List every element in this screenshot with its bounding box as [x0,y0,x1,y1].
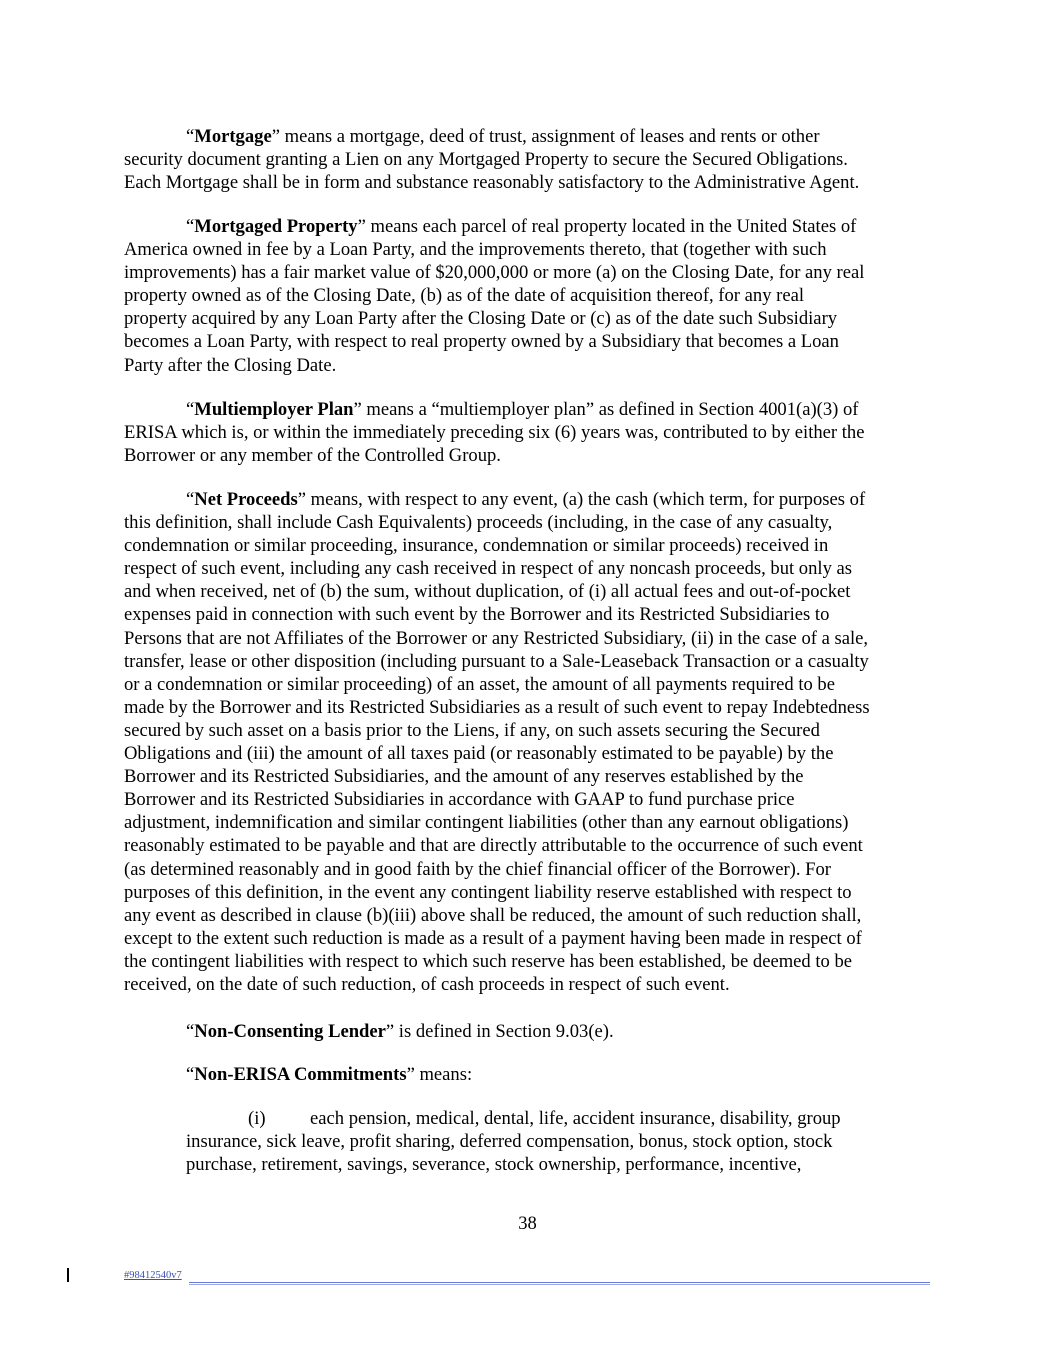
definition-line: Borrower and its Restricted Subsidiaries, and the amount of any reserves established by the [124,766,804,788]
subclause-line: (i) each pension, medical, dental, life, accident insurance, disability, group [186,1107,930,1130]
definition-line: except to the extent such reduction is made as a result of a payment having been made in respect of [124,927,862,949]
footer-doc-id: #98412540v7 [124,1270,182,1281]
definition-multiemployer-plan [124,398,930,467]
definition-line: America owned in fee by a Loan Party, and the improvements thereto, that (together with such [124,239,827,261]
defined-term: Net Proceeds [194,489,298,510]
definition-line: security document granting a Lien on any Mortgaged Property to secure the Secured Obligations. [124,149,848,171]
defined-term: Mortgaged Property [194,216,358,237]
definition-line: “Net Proceeds” means, with respect to any event, (a) the cash (which term, for purposes of [186,489,866,510]
definition-line: Party after the Closing Date. [124,354,337,376]
definition-line: received, on the date of such reduction, of cash proceeds in respect of such event. [124,973,730,995]
definition-line: property acquired by any Loan Party after the Closing Date or (c) as of the date such Subsidiary [124,308,838,330]
definition-line: condemnation or similar proceeding, insurance, condemnation or similar proceeds) received in [124,535,829,557]
defined-term: Non-Consenting Lender [194,1021,386,1042]
definition-non-consenting-lender: “Non-Consenting Lender” is defined in Section 9.03(e). [186,1021,614,1042]
definition-line: respect of such event, including any cash received in respect of any noncash proceeds, but only as [124,558,852,580]
definition-line: adjustment, indemnification and similar contingent liabilities (other than any earnout obligations) [124,812,849,834]
definition-line: “Mortgage” means a mortgage, deed of trust, assignment of leases and rents or other [186,126,820,147]
definition-line: any event as described in clause (b)(iii) above shall be reduced, the amount of such reduction shall, [124,904,862,926]
defined-term: Multiemployer Plan [194,399,354,420]
defined-term: Mortgage [194,126,272,147]
definition-line: property owned as of the Closing Date, (b) as of the date of acquisition thereof, for any real [124,285,804,307]
definition-line: “Multiemployer Plan” means a “multiemployer plan” as defined in Section 4001(a)(3) of [186,399,859,420]
definition-line: (as determined reasonably and in good faith by the chief financial officer of the Borrower). For [124,858,831,880]
definition-line: improvements) has a fair market value of $20,000,000 or more (a) on the Closing Date, for any real [124,262,865,284]
definition-line: “Mortgaged Property” means each parcel of real property located in the United States of [186,216,857,237]
definition-line: becomes a Loan Party, with respect to real property owned by a Subsidiary that becomes a Loan [124,331,839,353]
page-number: 38 [518,1213,537,1234]
definition-net-proceeds [124,488,930,996]
definition-line: transfer, lease or other disposition (including pursuant to a Sale-Leaseback Transaction or a casualty [124,650,869,672]
definition-line: Borrower and its Restricted Subsidiaries in accordance with GAAP to fund purchase price [124,789,795,811]
footer-rule [189,1284,930,1285]
subclause-line: purchase, retirement, savings, severance, stock ownership, performance, incentive, [186,1154,802,1176]
definition-line: secured by such asset on a basis prior to the Liens, if any, on such assets securing the Secured [124,719,820,741]
subclause-i [186,1107,930,1176]
definition-line: made by the Borrower and its Restricted Subsidiaries as a result of such event to repay Indebtedness [124,696,870,718]
definition-line: Borrower or any member of the Controlled Group. [124,445,501,467]
definition-line: this definition, shall include Cash Equivalents) proceeds (including, in the case of any casualty, [124,512,833,534]
definition-line: ERISA which is, or within the immediately preceding six (6) years was, contributed to by either the [124,422,865,444]
definition-line: reasonably estimated to be payable and that are directly attributable to the occurrence of such event [124,835,863,857]
definition-mortgage [124,125,930,194]
revision-change-bar [67,1268,69,1282]
definition-line: the contingent liabilities with respect to which such reserve has been established, be deemed to be [124,950,853,972]
definition-line: purposes of this definition, in the event any contingent liability reserve established with respect to [124,881,852,903]
defined-term: Non-ERISA Commitments [194,1064,407,1085]
definition-line: Obligations and (iii) the amount of all taxes paid (or reasonably estimated to be payable) by the [124,743,834,765]
definition-non-erisa-commitments: “Non-ERISA Commitments” means: [186,1064,473,1085]
footer-rule [189,1282,930,1283]
definition-line: Persons that are not Affiliates of the Borrower or any Restricted Subsidiary, (ii) in the case of a sale, [124,627,869,649]
definition-line: or a condemnation or similar proceeding) of an asset, the amount of all payments required to be [124,673,835,695]
definition-mortgaged-property [124,215,930,377]
subclause-line: insurance, sick leave, profit sharing, deferred compensation, bonus, stock option, stock [186,1131,833,1153]
definition-line: expenses paid in connection with such event by the Borrower and its Restricted Subsidiaries to [124,604,830,626]
clause-number: (i) [248,1108,266,1129]
definition-line: and when received, net of (b) the sum, without duplication, of (i) all actual fees and out-of-pocket [124,581,851,603]
definition-line: Each Mortgage shall be in form and substance reasonably satisfactory to the Administrative Agent. [124,172,860,194]
